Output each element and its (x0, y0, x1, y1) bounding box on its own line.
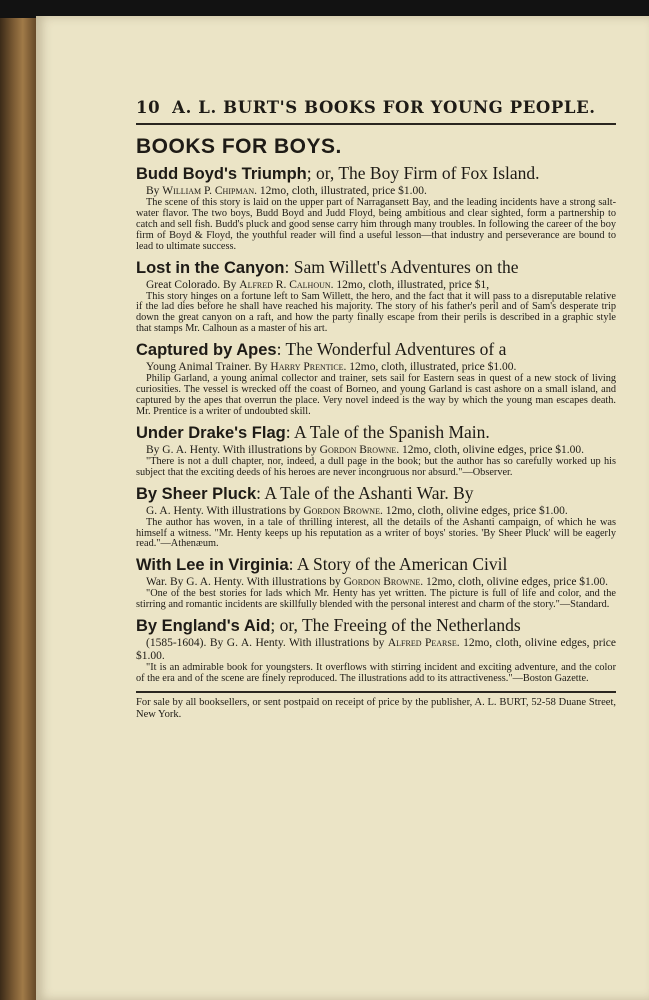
byline-prefix: By G. A. Henty. With illustrations by (146, 443, 320, 456)
book-title-line (136, 256, 616, 279)
book-subtitle: : A Tale of the Ashanti War. By (256, 482, 474, 503)
book-list (136, 162, 616, 685)
byline-prefix: By (146, 185, 163, 197)
book-description: Philip Garland, a young animal collector and trainer, sets sail for Eastern seas in quest of a new stock of living curiosities. The vessel is wrecked off the coast of Borneo, and young Garland is cast ashore on a small island, and captured by the apes that overrun the place. Very novel indeed is the way by which the young man escapes death. Mr. Prentice is a writer of undoubted skill. (136, 373, 616, 417)
byline-prefix: (1585-1604). By G. A. Henty. With illustrations by (146, 637, 388, 650)
book-subtitle: : Sam Willett's Adventures on the (284, 256, 519, 277)
book-binding (0, 18, 38, 1000)
book-title: Under Drake's Flag (136, 423, 286, 442)
book-title: By Sheer Pluck (136, 484, 257, 503)
book-details: . 12mo, cloth, olivine edges, price $1.00. (136, 637, 617, 663)
book-title: Captured by Apes (136, 341, 277, 360)
book-title-line (136, 162, 616, 185)
running-head-text: A. L. BURT'S BOOKS FOR YOUNG PEOPLE. (172, 98, 596, 117)
book-description: "One of the best stories for lads which Mr. Henty has yet written. The picture is full of life and color, and the stirring and romantic incidents are skillfully blended with the personal interest and charm of the story."—Standard. (136, 588, 616, 611)
book-description: The scene of this story is laid on the upper part of Narragansett Bay, and the leading incidents have a strong salt-water flavor. The two boys, Budd Boyd and Judd Floyd, being ambitious and clear sighted, form a partnership to catch and sell fish. Budd's pluck and good sense carry him through many troubles. In following the career of the boy firm of Boyd & Floyd, the youthful reader will find a useful lesson—that industry and perseverance are bound to lead to ultimate success. (136, 197, 616, 252)
book-title-line (136, 421, 616, 444)
book-page (36, 16, 649, 1000)
book-title: By England's Aid (136, 617, 271, 636)
book-entry (136, 482, 616, 551)
book-details: . 12mo, cloth, illustrated, price $1.00. (254, 185, 427, 197)
book-byline (136, 444, 616, 457)
byline-prefix: Young Animal Trainer. By (146, 361, 271, 374)
byline-prefix: War. By G. A. Henty. With illustrations by (146, 576, 344, 589)
book-title-line (136, 553, 616, 576)
book-entry (136, 162, 616, 253)
running-head (136, 98, 616, 125)
book-author: Gordon Browne (319, 443, 397, 456)
book-details: . 12mo, cloth, olivine edges, price $1.00. (379, 504, 568, 517)
book-entry (136, 553, 616, 611)
book-details: . 12mo, cloth, illustrated, price $1.00. (343, 361, 517, 374)
book-author: Gordon Browne (303, 504, 380, 517)
book-title-line (136, 614, 616, 637)
book-author: Harry Prentice (270, 361, 344, 374)
book-entry (136, 614, 616, 685)
book-description: "It is an admirable book for youngsters. It overflows with stirring incident and exciting adventure, and the color of the era and of the scene are finely reproduced. The illustrations add to its attractiveness."—Boston Gazette. (136, 662, 616, 685)
book-title-line (136, 482, 616, 505)
book-subtitle: ; or, The Boy Firm of Fox Island. (306, 163, 540, 183)
book-details: . 12mo, cloth, olivine edges, price $1.00. (396, 443, 585, 456)
byline-prefix: Great Colorado. By (146, 278, 240, 291)
book-title: With Lee in Virginia (136, 556, 289, 575)
book-title: Lost in the Canyon (136, 258, 285, 277)
page-content (136, 98, 616, 721)
book-title-line (136, 338, 616, 361)
section-title: BOOKS FOR BOYS. (136, 135, 342, 158)
book-description: The author has woven, in a tale of thrilling interest, all the details of the Ashanti campaign, of which he was himself a witness. "Mr. Henty keeps up his reputation as a writer of boys' stories. 'By Sheer Pluck' will be eagerly read."—Athenæum. (136, 516, 616, 550)
book-entry (136, 421, 616, 479)
book-subtitle: ; or, The Freeing of the Netherlands (270, 615, 521, 636)
byline-prefix: G. A. Henty. With illustrations by (146, 504, 304, 517)
book-details: . 12mo, cloth, illustrated, price $1, (330, 278, 490, 291)
book-byline (136, 505, 616, 518)
book-subtitle: : The Wonderful Adventures of a (276, 339, 507, 360)
footer-note: For sale by all booksellers, or sent postpaid on receipt of price by the publisher, A. L. BURT, 52-58 Duane Street, New York. (136, 691, 616, 721)
book-subtitle: : A Tale of the Spanish Main. (285, 421, 490, 442)
book-byline (136, 279, 616, 292)
book-details: . 12mo, cloth, olivine edges, price $1.00. (420, 576, 609, 589)
book-description: "There is not a dull chapter, nor, indeed, a dull page in the book; but the author has so carefully worked up his subject that the exciting deeds of his heroes are never incongruous nor absurd."—Observer. (136, 455, 616, 478)
book-author: William P. Chipman (162, 185, 255, 197)
book-description: This story hinges on a fortune left to Sam Willett, the hero, and the fact that it will pass to a disreputable relative if the lad dies before he shall have reached his majority. The story of his father's peril and of Sam's desperate trip down the great canyon on a raft, and how the party finally escape from their perils is described in a graphic style that stamps Mr. Calhoun as a master of his art. (136, 290, 616, 335)
book-author: Alfred R. Calhoun (239, 278, 331, 291)
book-subtitle: : A Story of the American Civil (288, 554, 508, 575)
book-author: Alfred Pearse (387, 637, 457, 650)
page-number: 10 (136, 98, 161, 117)
book-byline (136, 637, 616, 663)
book-entry (136, 338, 616, 418)
book-author: Gordon Browne (343, 576, 421, 589)
book-entry (136, 256, 616, 336)
book-title: Budd Boyd's Triumph (136, 165, 307, 183)
